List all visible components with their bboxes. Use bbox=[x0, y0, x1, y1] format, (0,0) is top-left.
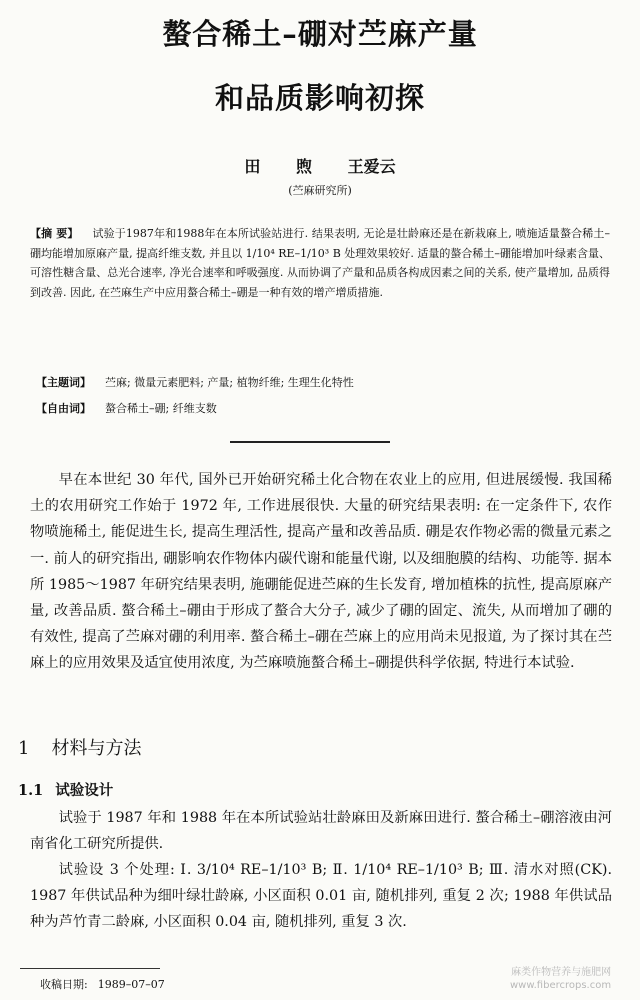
watermark bbox=[510, 966, 611, 992]
abstract-label: 【摘 要】 bbox=[30, 227, 79, 240]
subsection-title: 试验设计 bbox=[55, 782, 114, 799]
affiliation: (苎麻研究所) bbox=[288, 184, 352, 197]
keywords-label: 【主题词】 bbox=[36, 376, 91, 389]
received-date: 1989–07–07 bbox=[97, 978, 165, 991]
keywords-row bbox=[36, 373, 606, 393]
freewords-row bbox=[36, 399, 606, 419]
freewords-label: 【自由词】 bbox=[36, 402, 91, 415]
keywords-text: 苎麻; 微量元素肥料; 产量; 植物纤维; 生理生化特性 bbox=[105, 376, 354, 389]
subsection-heading-1-1 bbox=[18, 779, 113, 800]
received-label: 收稿日期: bbox=[40, 978, 88, 991]
freewords-text: 螯合稀土–硼; 纤维支数 bbox=[105, 402, 217, 415]
abstract-text: 试验于1987年和1988年在本所试验站进行. 结果表明, 无论是壮龄麻还是在新栽麻上, 喷施适量螯合稀土–硼均能增加原麻产量, 提高纤维支数, 并且以 1/10⁴ RE–1/10³ B 处理效果较好. 适量的螯合稀土–硼能增加叶绿素含量、可溶性糖含量、总光合速率, 净光合速率和呼吸强度. 从而协调了产量和品质各构成因素之间的关系, 使产量增加, 品质得到改善. 因此, 在苎麻生产中应用螯合稀土–硼是一种有效的增产增质措施. bbox=[30, 227, 610, 299]
body-paragraph-2: 试验设 3 个处理: Ⅰ. 3/10⁴ RE–1/10³ B; Ⅱ. 1/10⁴ RE–1/10³ B; Ⅲ. 清水对照(CK). 1987 年供试品种为细叶绿壮龄麻, 小区面积 0.01 亩, 随机排列, 重复 2 次; 1988 年供试品种为芦竹青二龄麻, 小区面积 0.04 亩, 随机排列, 重复 3 次. bbox=[30, 862, 612, 931]
watermark-site-name: 麻类作物营养与施肥网 bbox=[511, 967, 612, 978]
abstract bbox=[30, 224, 610, 302]
subsection-number: 1.1 bbox=[18, 782, 44, 799]
authors: 田 煦 王爱云 bbox=[244, 157, 396, 176]
watermark-url: www.fibercrops.com bbox=[510, 980, 612, 991]
footnote-rule bbox=[20, 968, 160, 969]
section-title: 材料与方法 bbox=[51, 738, 142, 759]
paper-title-line2: 和品质影响初探 bbox=[214, 81, 425, 115]
received-date-footnote bbox=[40, 976, 165, 992]
section-divider bbox=[230, 441, 390, 443]
section-heading-1 bbox=[18, 734, 141, 760]
section-number: 1 bbox=[18, 738, 30, 759]
paper-title-line1: 螯合稀土–硼对苎麻产量 bbox=[162, 17, 478, 51]
intro-paragraph: 早在本世纪 30 年代, 国外已开始研究稀土化合物在农业上的应用, 但进展缓慢. 我国稀土的农用研究工作始于 1972 年, 工作进展很快. 大量的研究结果表明: 在一定条件下, 农作物喷施稀土, 能促进生长, 提高生理活性, 提高产量和改善品质. 硼是农作物必需的微量元素之一. 前人的研究指出, 硼影响农作物体内碳代谢和能量代谢, 以及细胞膜的结构、功能等. 据本所 1985～1987 年研究结果表明, 施硼能促进苎麻的生长发育, 增加植株的抗性, 提高原麻产量, 改善品质. 螯合稀土–硼由于形成了螯合大分子, 减少了硼的固定、流失, 从而增加了硼的有效性, 提高了苎麻对硼的利用率. 螯合稀土–硼在苎麻上的应用尚未见报道, 为了探讨其在苎麻上的应用效果及适宜使用浓度, 为苎麻喷施螯合稀土–硼提供科学依据, 特进行本试验. bbox=[30, 472, 612, 672]
body-paragraph-1: 试验于 1987 年和 1988 年在本所试验站壮龄麻田及新麻田进行. 螯合稀土–硼溶液由河南省化工研究所提供. bbox=[30, 810, 612, 853]
